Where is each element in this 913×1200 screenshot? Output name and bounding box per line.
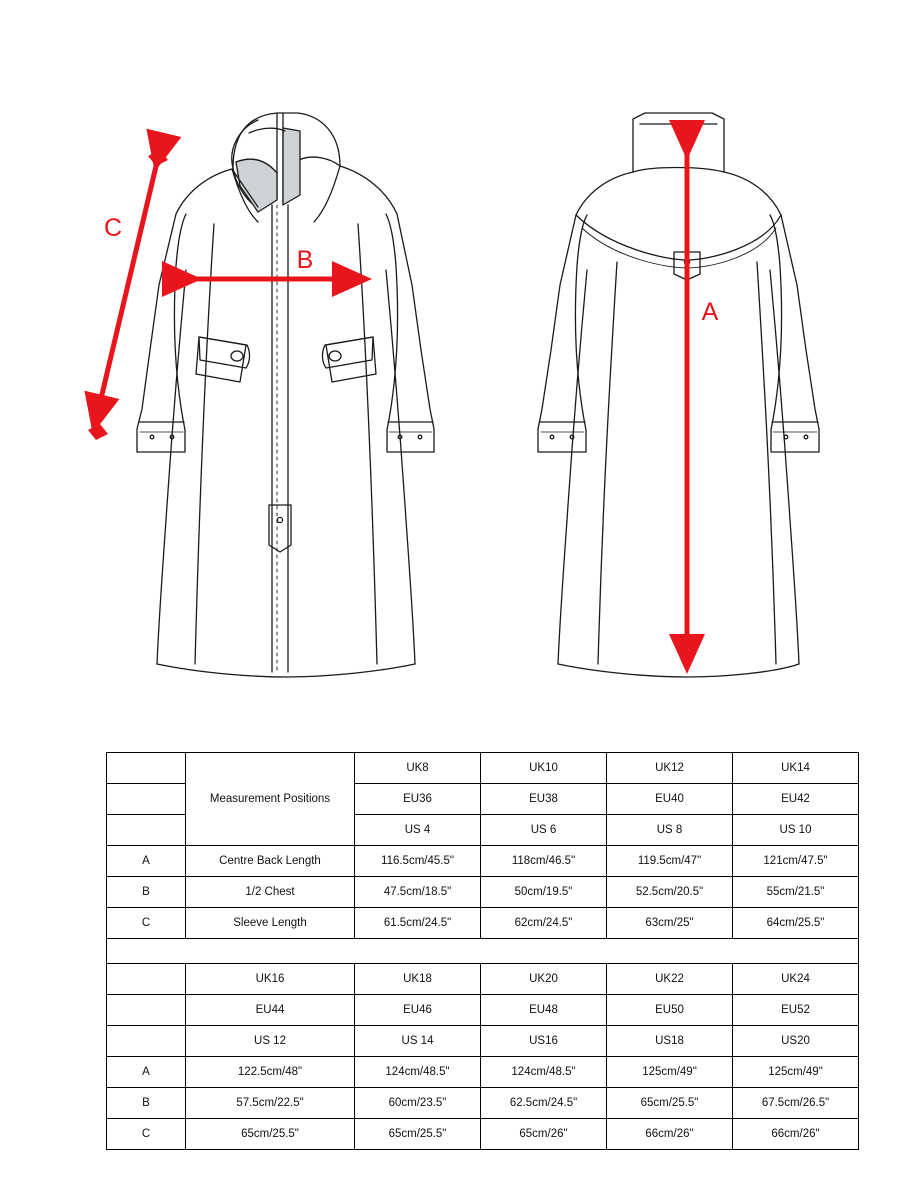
size-cell: US 10: [733, 815, 859, 846]
table-row: [107, 964, 859, 995]
measurement-letter: B: [107, 1088, 186, 1119]
size-cell: EU42: [733, 784, 859, 815]
measurement-value: 57.5cm/22.5": [186, 1088, 355, 1119]
measurement-value: 62.5cm/24.5": [481, 1088, 607, 1119]
measurement-name: Sleeve Length: [186, 908, 355, 939]
measurement-value: 124cm/48.5": [355, 1057, 481, 1088]
size-cell: UK10: [481, 753, 607, 784]
size-cell: UK14: [733, 753, 859, 784]
blank-cell: [107, 815, 186, 846]
size-cell: US 14: [355, 1026, 481, 1057]
measurement-value: 122.5cm/48": [186, 1057, 355, 1088]
blank-cell: [107, 784, 186, 815]
size-cell: UK24: [733, 964, 859, 995]
marker-label-a: A: [701, 298, 719, 326]
measurement-value: 65cm/25.5": [607, 1088, 733, 1119]
front-view: [137, 113, 434, 677]
size-cell: UK8: [355, 753, 481, 784]
blank-cell: [107, 964, 186, 995]
measurement-name: 1/2 Chest: [186, 877, 355, 908]
table-row-measurement-c: [107, 908, 859, 939]
measurement-letter: B: [107, 877, 186, 908]
measurement-value: 65cm/25.5": [186, 1119, 355, 1150]
measurement-value: 52.5cm/20.5": [607, 877, 733, 908]
size-cell: EU44: [186, 995, 355, 1026]
size-cell: UK22: [607, 964, 733, 995]
size-cell: EU50: [607, 995, 733, 1026]
measurement-letter: A: [107, 846, 186, 877]
measurement-arrows: [88, 150, 687, 664]
size-cell: UK20: [481, 964, 607, 995]
measurement-letter: A: [107, 1057, 186, 1088]
table-row-measurement-a: [107, 846, 859, 877]
size-cell: EU48: [481, 995, 607, 1026]
measurement-positions-header: Measurement Positions: [186, 753, 355, 846]
size-cell: EU36: [355, 784, 481, 815]
measurement-value: 64cm/25.5": [733, 908, 859, 939]
size-cell: US18: [607, 1026, 733, 1057]
size-cell: US 8: [607, 815, 733, 846]
size-cell: UK16: [186, 964, 355, 995]
measurement-value: 125cm/49": [607, 1057, 733, 1088]
measurement-value: 62cm/24.5": [481, 908, 607, 939]
table-row-measurement-b: [107, 1088, 859, 1119]
blank-cell: [107, 753, 186, 784]
arrow-c: [95, 162, 157, 424]
spacer-cell: [107, 939, 859, 964]
measurement-value: 66cm/26": [733, 1119, 859, 1150]
size-cell: EU38: [481, 784, 607, 815]
measurement-value: 47.5cm/18.5": [355, 877, 481, 908]
marker-label-c: C: [103, 214, 123, 242]
measurement-value: 67.5cm/26.5": [733, 1088, 859, 1119]
table-row-measurement-a: [107, 1057, 859, 1088]
measurement-value: 118cm/46.5": [481, 846, 607, 877]
blank-cell: [107, 995, 186, 1026]
measurement-value: 65cm/25.5": [355, 1119, 481, 1150]
size-cell: US16: [481, 1026, 607, 1057]
table-row-measurement-c: [107, 1119, 859, 1150]
back-view: [538, 113, 819, 677]
size-cell: US20: [733, 1026, 859, 1057]
measurement-value: 125cm/49": [733, 1057, 859, 1088]
measurement-value: 65cm/26": [481, 1119, 607, 1150]
size-cell: EU46: [355, 995, 481, 1026]
measurement-value: 61.5cm/24.5": [355, 908, 481, 939]
size-cell: EU52: [733, 995, 859, 1026]
marker-label-b: B: [296, 246, 314, 274]
table-spacer-row: [107, 939, 859, 964]
measurement-value: 116.5cm/45.5": [355, 846, 481, 877]
measurement-value: 121cm/47.5": [733, 846, 859, 877]
measurement-value: 66cm/26": [607, 1119, 733, 1150]
measurement-value: 60cm/23.5": [355, 1088, 481, 1119]
table-row: [107, 995, 859, 1026]
size-cell: US 12: [186, 1026, 355, 1057]
size-chart: [106, 752, 828, 1150]
size-cell: UK12: [607, 753, 733, 784]
size-cell: EU40: [607, 784, 733, 815]
measurement-value: 63cm/25": [607, 908, 733, 939]
blank-cell: [107, 1026, 186, 1057]
size-cell: US 4: [355, 815, 481, 846]
measurement-letter: C: [107, 1119, 186, 1150]
measurement-letter: C: [107, 908, 186, 939]
measurement-name: Centre Back Length: [186, 846, 355, 877]
table-row: [107, 1026, 859, 1057]
measurement-value: 50cm/19.5": [481, 877, 607, 908]
measurement-value: 124cm/48.5": [481, 1057, 607, 1088]
table-row: [107, 753, 859, 784]
size-cell: UK18: [355, 964, 481, 995]
size-table: [106, 752, 859, 1150]
table-row-measurement-b: [107, 877, 859, 908]
measurement-value: 119.5cm/47": [607, 846, 733, 877]
size-cell: US 6: [481, 815, 607, 846]
measurement-value: 55cm/21.5": [733, 877, 859, 908]
